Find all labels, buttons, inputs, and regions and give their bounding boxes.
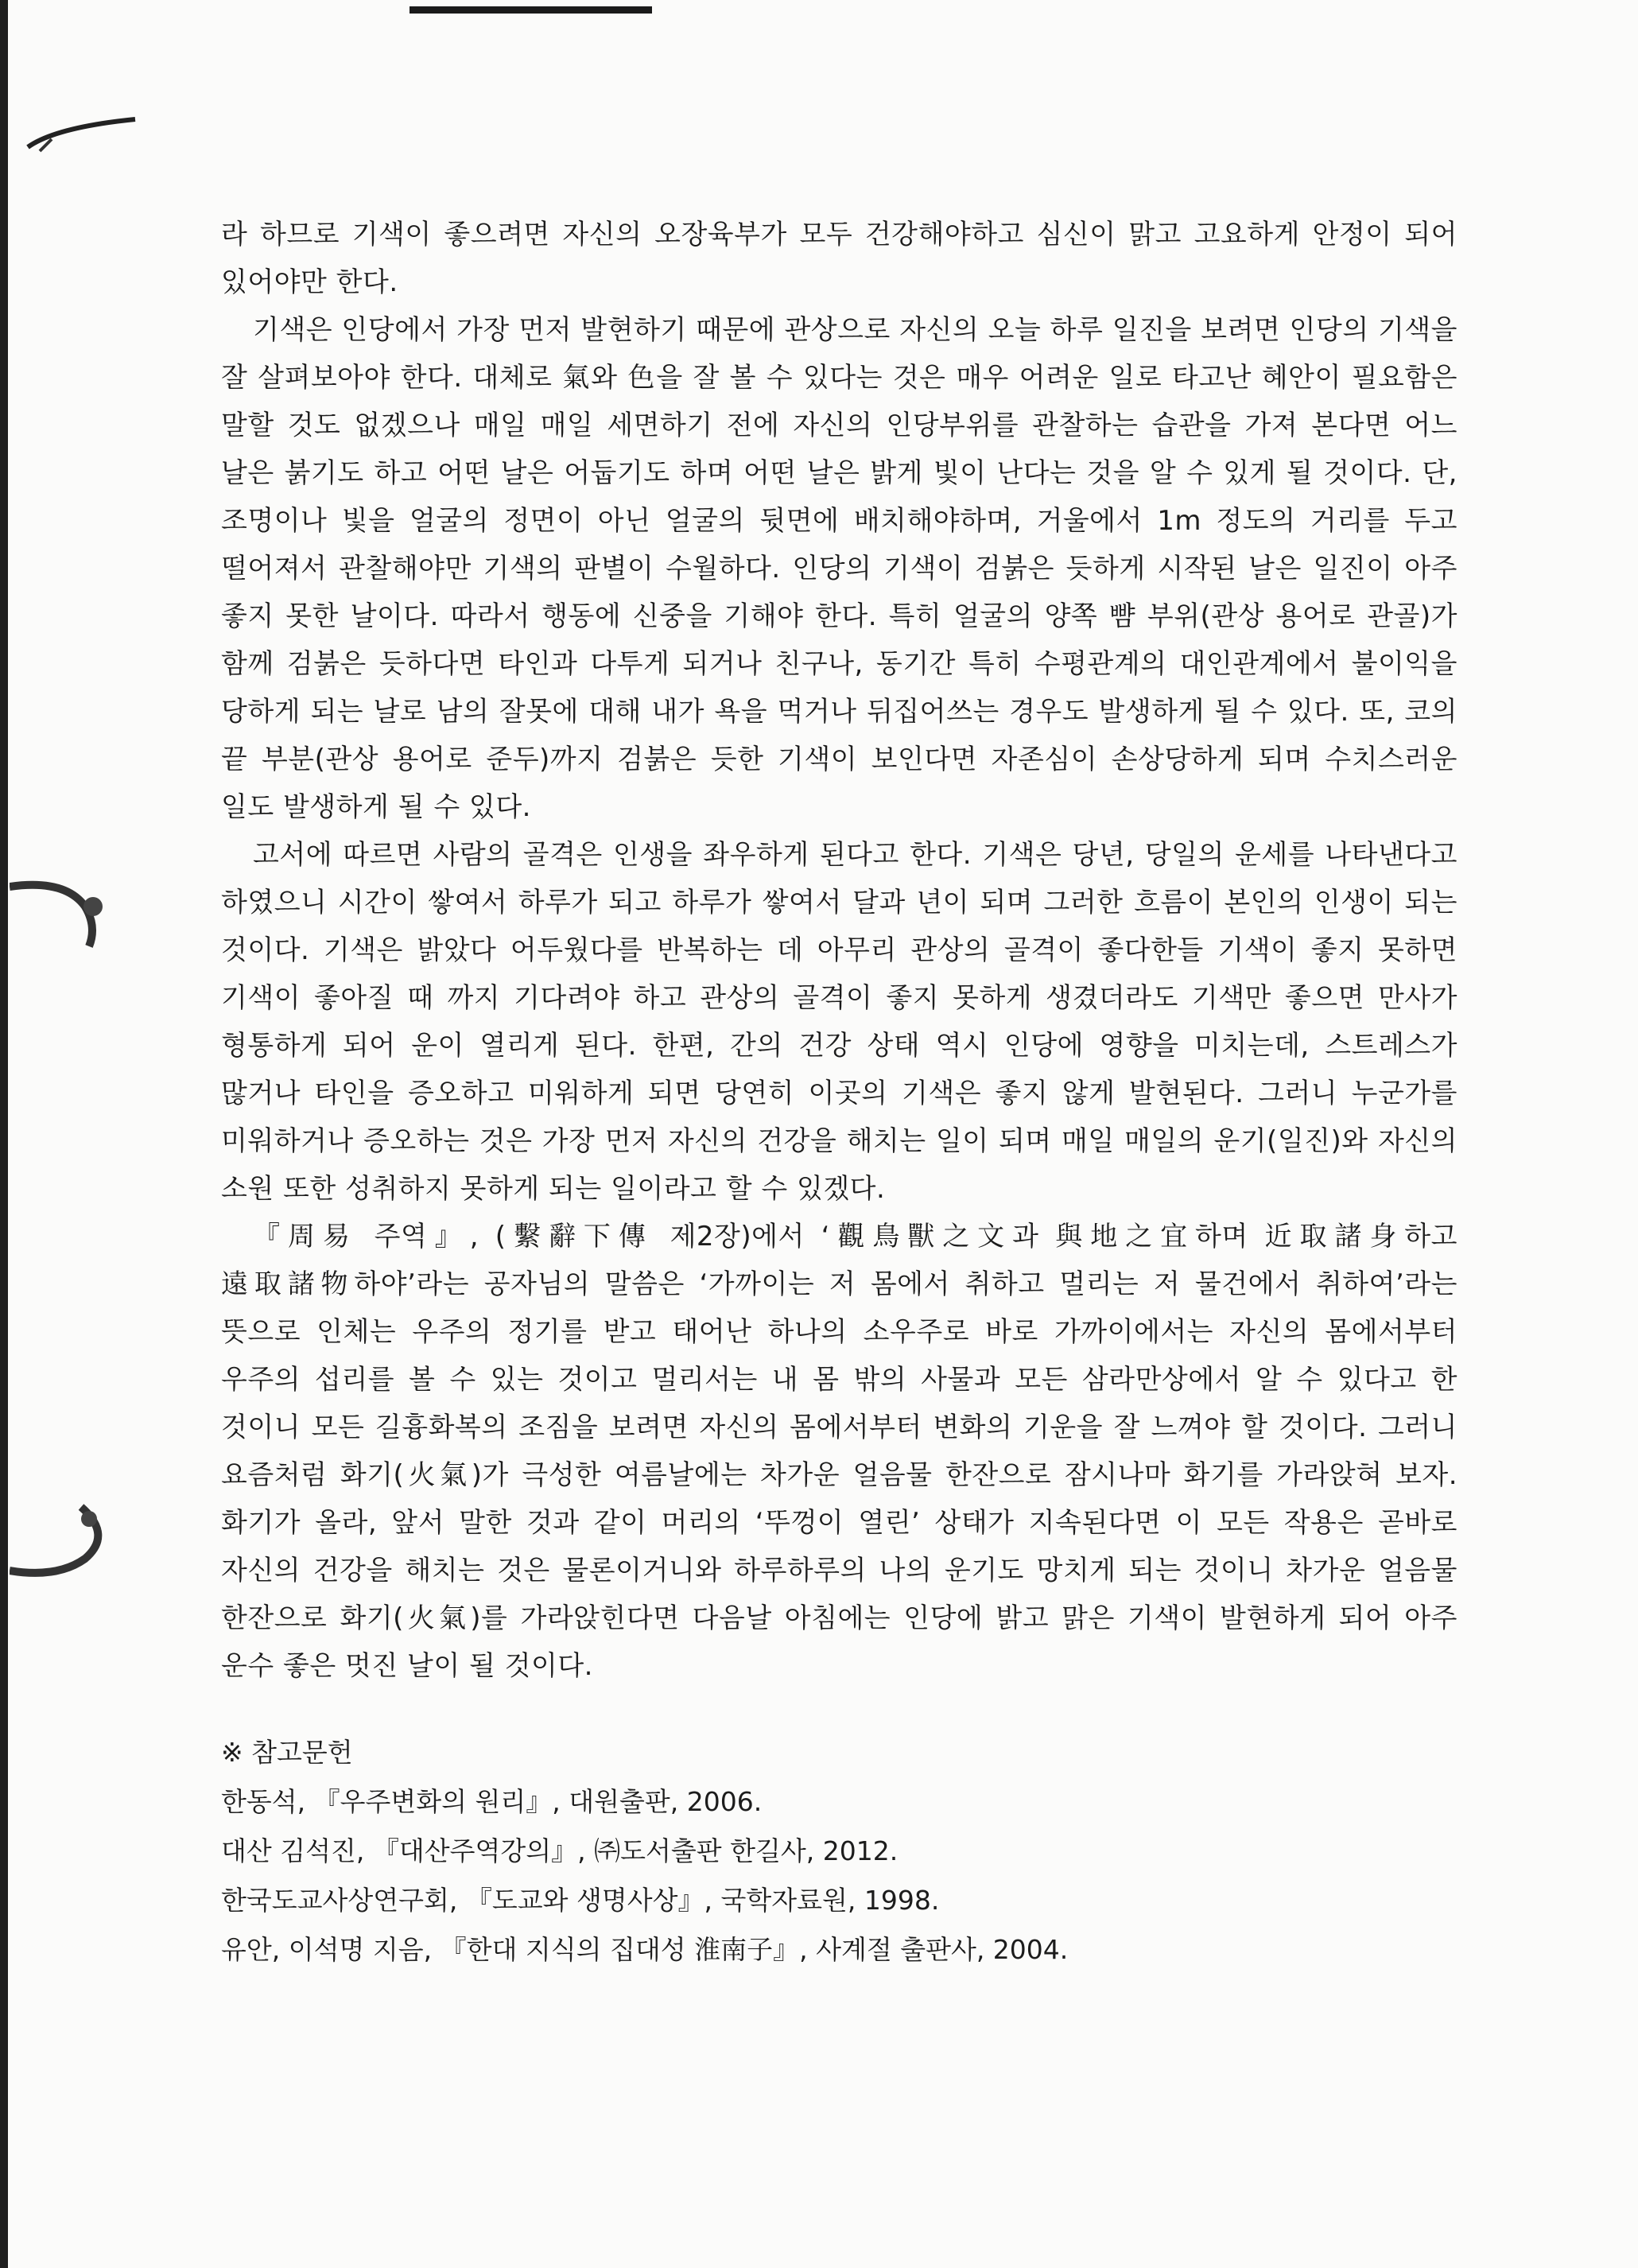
references-section: [221, 1728, 1458, 1975]
binding-ring-lower: [10, 1503, 129, 1590]
paragraph-bone-structure: 고서에 따르면 사람의 골격은 인생을 좌우하게 된다고 한다. 기색은 당년, 당일의 운세를 나타낸다고 하였으니 시간이 쌓여서 하루가 되고 하루가 쌓여서 달과 년이 되며 그러한 흐름이 본인의 인생이 되는 것이다. 기색은 밝았다 어두웠다를 반복하는 데 아무리 관상의 골격이 좋다한들 기색이 좋지 못하면 기색이 좋아질 때 까지 기다려야 하고 관상의 골격이 좋지 못하게 생겼더라도 기색만 좋으면 만사가 형통하게 되어 운이 열리게 된다. 한편, 간의 건강 상태 역시 인당에 영향을 미치는데, 스트레스가 많거나 타인을 증오하고 미워하게 되면 당연히 이곳의 기색은 좋지 않게 발현된다. 그러니 누군가를 미워하거나 증오하는 것은 가장 먼저 자신의 건강을 해치는 일이 되며 매일 매일의 운기(일진)와 자신의 소원 또한 성취하지 못하게 되는 일이라고 할 수 있겠다.: [221, 839, 1458, 1205]
document-body: [221, 211, 1458, 1975]
paragraph-indang-complexion: 기색은 인당에서 가장 먼저 발현하기 때문에 관상으로 자신의 오늘 하루 일진을 보려면 인당의 기색을 잘 살펴보아야 한다. 대체로 氣와 色을 잘 볼 수 있다는 것은 매우 어려운 일로 타고난 혜안이 필요함은 말할 것도 없겠으나 매일 매일 세면하기 전에 자신의 인당부위를 관찰하는 습관을 가져 본다면 어느 날은 붉기도 하고 어떤 날은 어둡기도 하며 어떤 날은 밝게 빛이 난다는 것을 알 수 있게 될 것이다. 단, 조명이나 빛을 얼굴의 정면이 아닌 얼굴의 뒷면에 배치해야하며, 거울에서 1m 정도의 거리를 두고 떨어져서 관찰해야만 기색의 판별이 수월하다. 인당의 기색이 검붉은 듯하게 시작된 날은 일진이 아주 좋지 못한 날이다. 따라서 행동에 신중을 기해야 한다. 특히 얼굴의 양쪽 뺨 부위(관상 용어로 관골)가 함께 검붉은 듯하다면 타인과 다투게 되거나 친구나, 동기간 특히 수평관계의 대인관계에서 불이익을 당하게 되는 날로 남의 잘못에 대해 내가 욕을 먹거나 뒤집어쓰는 경우도 발생하게 될 수 있다. 또, 코의 끝 부분(관상 용어로 준두)까지 검붉은 듯한 기색이 보인다면 자존심이 손상당하게 되며 수치스러운 일도 발생하게 될 수 있다.: [221, 314, 1458, 823]
paragraph-zhouyi-quote: 『周易 주역』, (繫辭下傳 제2장)에서 ‘觀鳥獸之文과 與地之宜하며 近取諸身하고 遠取諸物하야’라는 공자님의 말씀은 ‘가까이는 저 몸에서 취하고 멀리는 저 물건에서 취하여’라는 뜻으로 인체는 우주의 정기를 받고 태어난 하나의 소우주로 바로 가까이에서는 자신의 몸에서부터 우주의 섭리를 볼 수 있는 것이고 멀리서는 내 몸 밖의 사물과 모든 삼라만상에서 알 수 있다고 한 것이니 모든 길흉화복의 조짐을 보려면 자신의 몸에서부터 변화의 기운을 잘 느껴야 할 것이다. 그러니 요즘처럼 화기(火氣)가 극성한 여름날에는 차가운 얼음물 한잔으로 잠시나마 화기를 가라앉혀 보자. 화기가 올라, 앞서 말한 것과 같이 머리의 ‘뚜껑이 열린’ 상태가 지속된다면 이 모든 작용은 곧바로 자신의 건강을 해치는 것은 물론이거니와 하루하루의 나의 운기도 망치게 되는 것이니 차가운 얼음물 한잔으로 화기(火氣)를 가라앉힌다면 다음날 아침에는 인당에 밝고 맑은 기색이 발현하게 되어 아주 운수 좋은 멋진 날이 될 것이다.: [221, 1221, 1458, 1682]
staple-mark-top: [24, 103, 143, 159]
references-title: ※ 참고문헌: [221, 1737, 353, 1768]
binding-ring-middle: [10, 863, 129, 950]
scan-edge: [0, 0, 8, 2268]
reference-item: 유안, 이석명 지음, 『한대 지식의 집대성 淮南子』, 사계절 출판사, 2004.: [221, 1934, 1069, 1965]
scan-top-mark: [410, 6, 652, 14]
reference-item: 대산 김석진, 『대산주역강의』, ㈜도서출판 한길사, 2012.: [221, 1835, 899, 1866]
reference-item: 한국도교사상연구회, 『도교와 생명사상』, 국학자료원, 1998.: [221, 1885, 940, 1916]
paragraph-continuation: 라 하므로 기색이 좋으려면 자신의 오장육부가 모두 건강해야하고 심신이 맑고 고요하게 안정이 되어 있어야만 한다.: [221, 219, 1458, 298]
reference-item: 한동석, 『우주변화의 원리』, 대원출판, 2006.: [221, 1786, 763, 1817]
